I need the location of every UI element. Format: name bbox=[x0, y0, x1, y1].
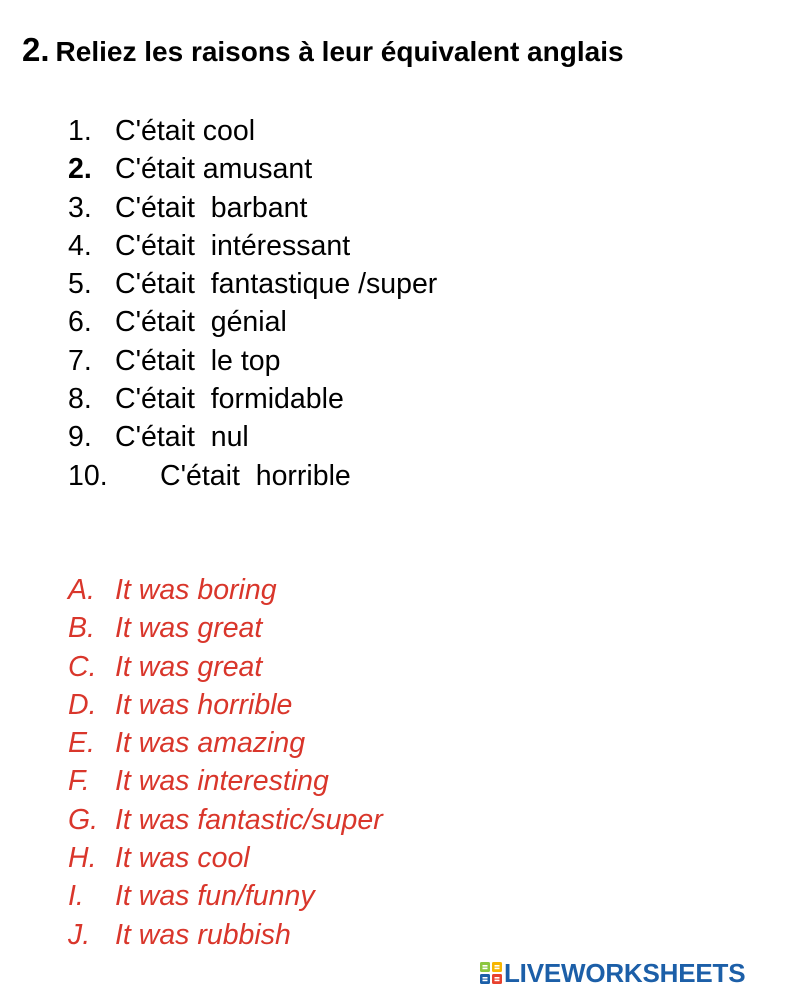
list-item bbox=[68, 418, 437, 456]
english-phrase: It was fun/funny bbox=[115, 880, 315, 913]
item-letter: J. bbox=[68, 918, 91, 951]
item-number: 1. bbox=[68, 115, 92, 147]
english-phrase: It was rubbish bbox=[115, 918, 291, 951]
english-phrase: It was boring bbox=[115, 574, 277, 606]
english-phrase: It was great bbox=[115, 612, 263, 645]
list-item bbox=[68, 571, 383, 609]
list-item bbox=[68, 801, 383, 839]
french-phrase: C'était cool bbox=[115, 115, 256, 147]
item-number: 7. bbox=[68, 344, 92, 377]
item-letter: C. bbox=[68, 650, 97, 683]
list-item bbox=[68, 916, 383, 954]
english-phrase: It was fantastic/super bbox=[115, 803, 383, 836]
french-phrase: C'était le top bbox=[115, 344, 281, 377]
item-number: 8. bbox=[68, 383, 92, 416]
item-letter: G. bbox=[68, 803, 99, 836]
item-letter: D. bbox=[68, 688, 97, 721]
french-phrase: C'était fantastique /super bbox=[115, 268, 438, 301]
list-item bbox=[68, 265, 437, 303]
list-item bbox=[68, 189, 437, 227]
brand-name: LIVEWORKSHEETS bbox=[504, 957, 746, 988]
list-item bbox=[68, 762, 383, 800]
list-item bbox=[68, 686, 383, 724]
liveworksheets-logo-icon bbox=[480, 962, 502, 984]
list-item bbox=[68, 724, 383, 762]
french-phrase: C'était nul bbox=[115, 421, 249, 454]
item-letter: E. bbox=[68, 727, 95, 760]
french-phrase: C'était amusant bbox=[115, 153, 313, 186]
item-number: 5. bbox=[68, 268, 92, 301]
list-item bbox=[68, 342, 437, 380]
french-phrase: C'était barbant bbox=[115, 191, 308, 224]
item-number: 9. bbox=[68, 421, 92, 454]
list-item bbox=[68, 839, 383, 877]
english-phrase: It was great bbox=[115, 650, 263, 683]
item-number: 3. bbox=[68, 191, 92, 224]
item-letter: B. bbox=[68, 612, 95, 645]
item-letter: I. bbox=[68, 880, 84, 913]
english-phrase: It was cool bbox=[115, 842, 250, 875]
list-item bbox=[68, 877, 383, 915]
list-item bbox=[68, 648, 383, 686]
list-item bbox=[68, 303, 437, 341]
list-item bbox=[68, 112, 437, 150]
english-phrases-list bbox=[68, 571, 383, 954]
list-item bbox=[68, 150, 437, 188]
exercise-instruction: Reliez les raisons à leur équivalent anglais bbox=[55, 36, 624, 67]
english-phrase: It was amazing bbox=[115, 727, 306, 760]
list-item bbox=[68, 457, 437, 495]
list-item bbox=[68, 380, 437, 418]
french-phrases-list bbox=[68, 112, 437, 495]
worksheet-title bbox=[22, 30, 624, 72]
item-letter: H. bbox=[68, 842, 97, 875]
french-phrase: C'était formidable bbox=[115, 383, 344, 416]
item-number: 4. bbox=[68, 229, 92, 262]
item-letter: F. bbox=[68, 765, 90, 798]
english-phrase: It was interesting bbox=[115, 765, 329, 798]
french-phrase: C'était horrible bbox=[160, 459, 351, 492]
item-letter: A. bbox=[68, 574, 95, 606]
list-item bbox=[68, 227, 437, 265]
english-phrase: It was horrible bbox=[115, 688, 293, 721]
item-number: 2. bbox=[68, 153, 92, 186]
liveworksheets-branding bbox=[480, 958, 745, 988]
french-phrase: C'était intéressant bbox=[115, 229, 351, 262]
list-item bbox=[68, 609, 383, 647]
item-number: 10. bbox=[68, 459, 108, 492]
item-number: 6. bbox=[68, 306, 92, 339]
french-phrase: C'était génial bbox=[115, 306, 287, 339]
exercise-number: 2. bbox=[22, 31, 50, 68]
